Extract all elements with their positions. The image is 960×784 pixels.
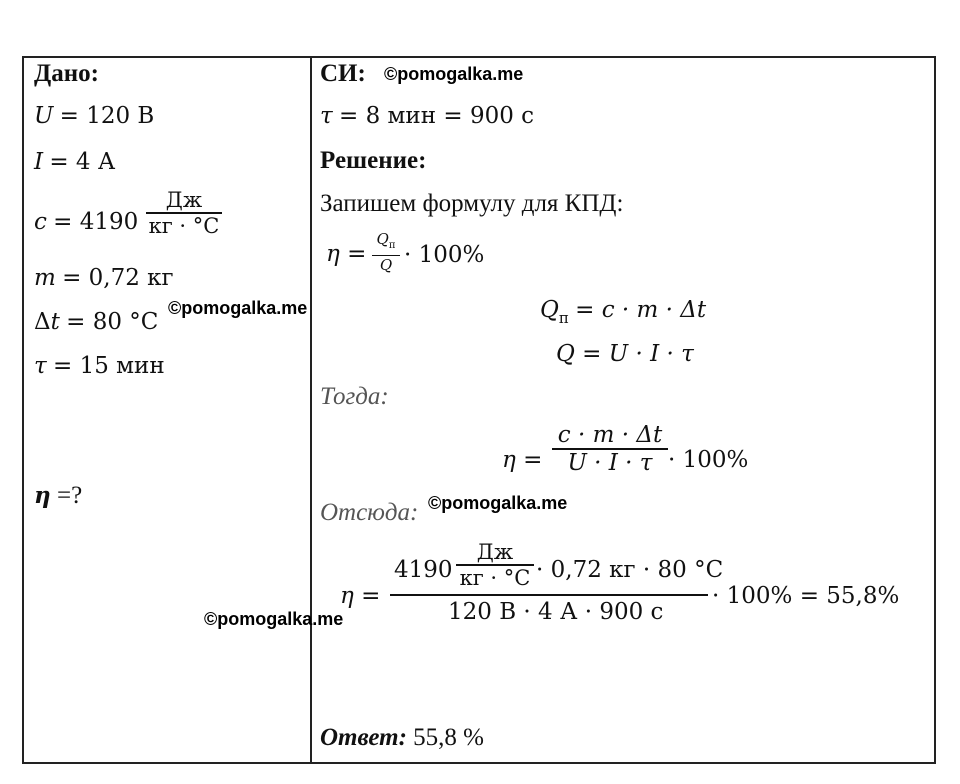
formula-efficiency-def-fraction: $Q_п$ Q <box>372 230 400 274</box>
formula-efficiency-expanded-lhs: η = <box>502 447 543 473</box>
hence-label: Отсюда: <box>320 499 419 526</box>
solution-intro: Запишем формулу для КПД: <box>320 190 624 217</box>
si-time-conversion: τ = 8 мин = 900 с <box>320 103 535 129</box>
answer: Ответ: 55,8 % <box>320 724 484 751</box>
watermark-middle-left: ©pomogalka.me <box>168 298 308 318</box>
formula-calc-lhs: η = <box>340 583 381 609</box>
si-header: СИ: <box>320 60 366 87</box>
formula-calc-unit-fraction: Дж кг · °С <box>456 540 534 590</box>
given-time: τ = 15 мин <box>34 353 165 379</box>
formula-calc-result: · 100% = 55,8% <box>712 583 900 609</box>
formula-calc-num-rest: · 0,72 кг · 80 °С <box>536 557 724 583</box>
formula-efficiency-def-tail: · 100% <box>404 242 485 268</box>
given-voltage: U = 120 В <box>34 103 155 129</box>
solution-table <box>22 56 936 764</box>
given-current: I = 4 А <box>34 149 116 175</box>
formula-calc-denominator: 120 В · 4 А · 900 с <box>448 599 664 625</box>
watermark-top: ©pomogalka.me <box>384 64 524 84</box>
formula-useful-heat: $Q_п = c \cdot m \cdot \Delta t$ <box>540 297 707 327</box>
given-mass: m = 0,72 кг <box>34 265 174 291</box>
formula-calc-num-value: 4190 <box>394 557 453 583</box>
formula-efficiency-expanded-tail: · 100% <box>668 447 749 473</box>
then-label: Тогда: <box>320 383 389 410</box>
given-temp-change: Δt = 80 °С <box>34 309 159 335</box>
find-efficiency: η =? <box>34 482 83 509</box>
given-heat-unit-fraction: Дж кг · °С <box>146 188 222 238</box>
watermark-middle-right: ©pomogalka.me <box>428 493 568 513</box>
column-divider <box>310 58 312 762</box>
watermark-bottom: ©pomogalka.me <box>204 609 344 629</box>
given-header: Дано: <box>34 60 99 87</box>
formula-efficiency-expanded-fraction: c · m · Δt U · I · τ <box>552 422 668 476</box>
formula-calc-fraction-bar <box>390 594 708 596</box>
formula-efficiency-def-lhs: η = <box>326 241 367 267</box>
formula-total-heat: Q = U · I · τ <box>556 341 694 367</box>
solution-header: Решение: <box>320 147 427 174</box>
given-specific-heat: c = 4190 <box>34 209 139 235</box>
